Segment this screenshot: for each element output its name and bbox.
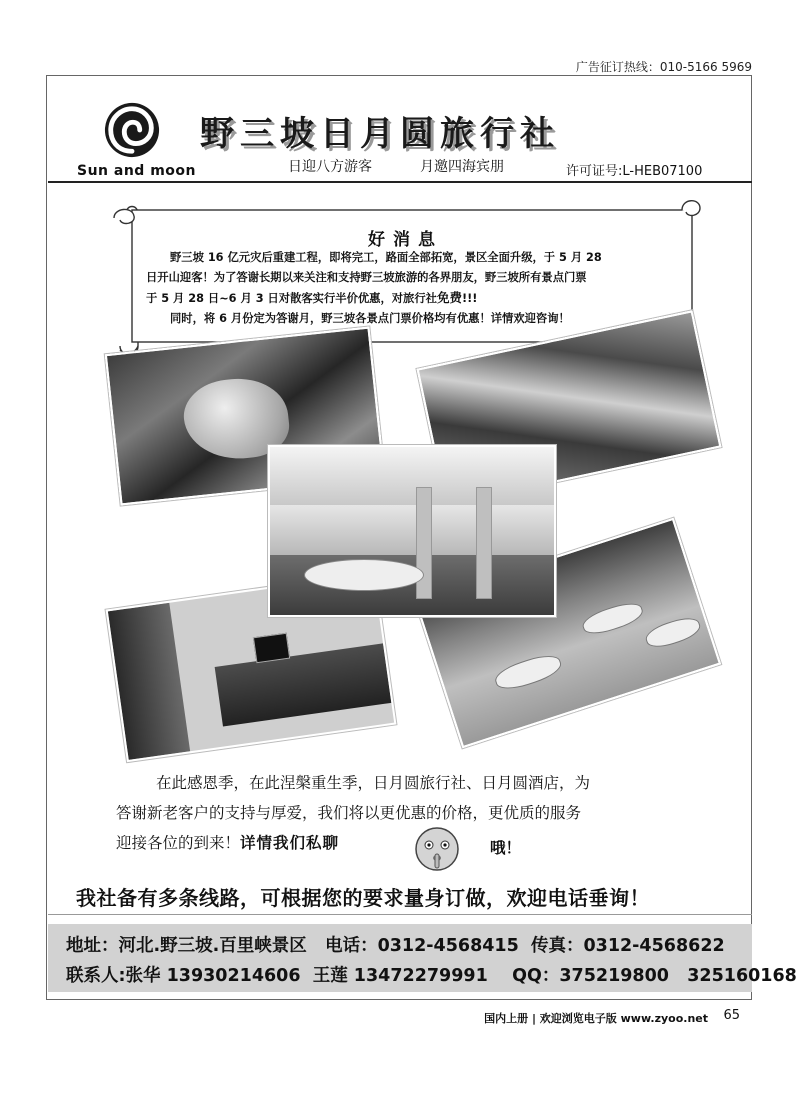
slogan-left: 日迎八方游客 xyxy=(288,159,372,175)
free-highlight: 免费 xyxy=(436,290,462,305)
notice-line-3: 于 5 月 28 日~6 月 3 日对散客实行半价优惠，对旅行社免费!!! xyxy=(146,290,478,305)
notice-line-2: 日开山迎客！为了答谢长期以来关注和支持野三坡旅游的各界朋友，野三坡所有景点门票 xyxy=(146,271,587,284)
footer-text: 国内上册 | 欢迎浏览电子版 www.zyoo.net xyxy=(484,1012,708,1025)
brand-title: 野三坡日月圆旅行社 xyxy=(200,114,560,154)
page-number: 65 xyxy=(723,1008,740,1023)
logo-text: Sun and moon xyxy=(77,163,196,179)
license-number: 许可证号:L-HEB07100 xyxy=(566,164,703,179)
notice-line-4: 同时，将 6 月份定为答谢月，野三坡各景点门票价格均有优惠！详情欢迎咨询！ xyxy=(170,312,570,325)
contact-people-row: 联系人:张华 13930214606 王莲 13472279991 QQ：375219800 325160168 xyxy=(66,966,797,986)
notice-text xyxy=(146,248,680,329)
promo-line-3: 迎接各位的到来！详情我们私聊 xyxy=(116,834,340,852)
slogan-right: 月邀四海宾朋 xyxy=(420,159,504,175)
contact-address-row: 地址：河北.野三坡.百里峡景区 电话：0312-4568415 传真：0312-4568622 xyxy=(66,936,725,956)
promo-line-end: 哦！ xyxy=(490,839,522,857)
promo-paragraph xyxy=(116,768,696,858)
shush-emoji-icon xyxy=(414,826,460,872)
promo-line-2: 答谢新老客户的支持与厚爱，我们将以更优惠的价格，更优质的服务 xyxy=(116,804,582,822)
promo-line-1: 在此感恩季，在此涅槃重生季，日月圆旅行社、日月圆酒店，为 xyxy=(156,774,591,792)
notice-title: 好消息 xyxy=(368,230,443,250)
photo-dining-hall xyxy=(268,445,556,617)
routes-slogan: 我社备有多条线路，可根据您的要求量身订做，欢迎电话垂询！ xyxy=(76,886,650,910)
routes-divider xyxy=(48,914,752,915)
private-chat-highlight: 详情我们私聊 xyxy=(240,834,340,852)
spiral-logo-icon xyxy=(103,100,161,160)
notice-line-1: 野三坡 16 亿元灾后重建工程，即将完工，路面全部拓宽，景区全面升级，于 5 月 28 xyxy=(170,251,602,264)
header-divider xyxy=(48,181,752,183)
ad-hotline: 广告征订热线：010-5166 5969 xyxy=(575,60,752,74)
